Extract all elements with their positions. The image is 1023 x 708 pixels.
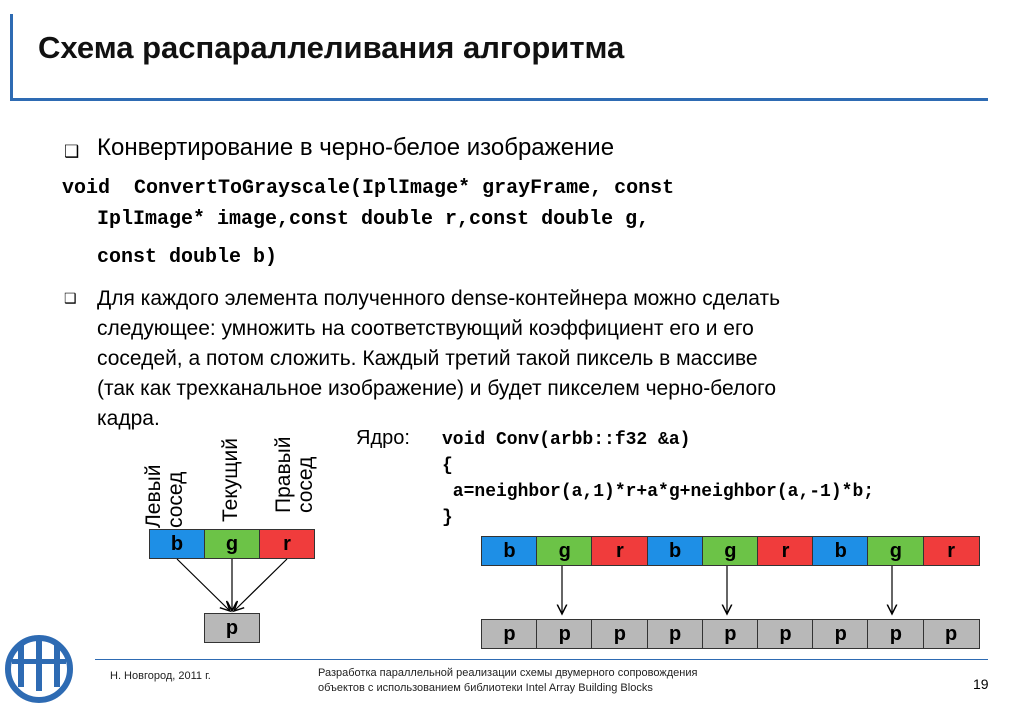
big-out-p: p — [867, 619, 924, 649]
small-cell-b: b — [149, 529, 205, 559]
kernel-code-line: } — [442, 508, 453, 528]
big-out-p: p — [481, 619, 538, 649]
small-cell-r: r — [259, 529, 315, 559]
kernel-code-line: a=neighbor(a,1)*r+a*g+neighbor(a,-1)*b; — [442, 482, 875, 502]
code-line-1: void ConvertToGrayscale(IplImage* grayFrame, const — [62, 177, 675, 200]
big-cell-r: r — [757, 536, 814, 566]
label-line: сосед — [164, 471, 187, 528]
checkbox-bullet-icon: ❑ — [64, 290, 77, 306]
paragraph-line: (так как трехканальное изображение) и будет пикселем черно-белого — [97, 377, 777, 400]
bullet-1-text: Конвертирование в черно-белое изображение — [97, 134, 615, 161]
big-cell-g: g — [702, 536, 759, 566]
paragraph-line: соседей, а потом сложить. Каждый третий такой пиксель в массиве — [97, 347, 758, 370]
big-out-p: p — [923, 619, 980, 649]
label-line: Правый — [272, 436, 295, 513]
arrow-left-to-p — [177, 559, 230, 611]
unn-logo — [2, 629, 76, 703]
big-cell-r: r — [591, 536, 648, 566]
footer-line — [95, 659, 988, 660]
paragraph-line: следующее: умножить на соответствующий коэффициент его и его — [97, 317, 754, 340]
label-line: Текущий — [219, 438, 242, 522]
big-out-p: p — [536, 619, 593, 649]
big-cell-b: b — [812, 536, 869, 566]
paragraph-line: Для каждого элемента полученного dense-контейнера можно сделать — [97, 287, 781, 310]
big-out-p: p — [647, 619, 704, 649]
big-cell-g: g — [536, 536, 593, 566]
checkbox-bullet-icon: ❑ — [64, 142, 80, 161]
big-out-p: p — [702, 619, 759, 649]
kernel-code-line: { — [442, 456, 453, 476]
footer-location: Н. Новгород, 2011 г. — [110, 670, 211, 682]
code-line-3: const double b) — [97, 246, 278, 269]
footer-description-line: объектов с использованием библиотеки Intel Array Building Blocks — [318, 682, 653, 694]
label-line: Левый — [142, 464, 165, 528]
slide-title: Схема распараллеливания алгоритма — [38, 30, 625, 65]
paragraph-line: кадра. — [97, 407, 160, 430]
page-number: 19 — [973, 676, 989, 692]
big-out-p: p — [591, 619, 648, 649]
big-out-p: p — [812, 619, 869, 649]
small-cell-g: g — [204, 529, 260, 559]
arrow-right-to-p — [234, 559, 287, 611]
big-cell-b: b — [647, 536, 704, 566]
big-cell-b: b — [481, 536, 538, 566]
label-line: сосед — [294, 456, 317, 513]
big-cell-g: g — [867, 536, 924, 566]
footer-description-line: Разработка параллельной реализации схемы двумерного сопровождения — [318, 667, 698, 679]
big-cell-r: r — [923, 536, 980, 566]
kernel-code-line: void Conv(arbb::f32 &a) — [442, 430, 691, 450]
kernel-label: Ядро: — [356, 427, 410, 449]
footer-description — [318, 666, 697, 696]
code-line-2: IplImage* image,const double r,const double g, — [97, 208, 650, 231]
big-out-p: p — [757, 619, 814, 649]
small-out-p: p — [204, 613, 260, 643]
